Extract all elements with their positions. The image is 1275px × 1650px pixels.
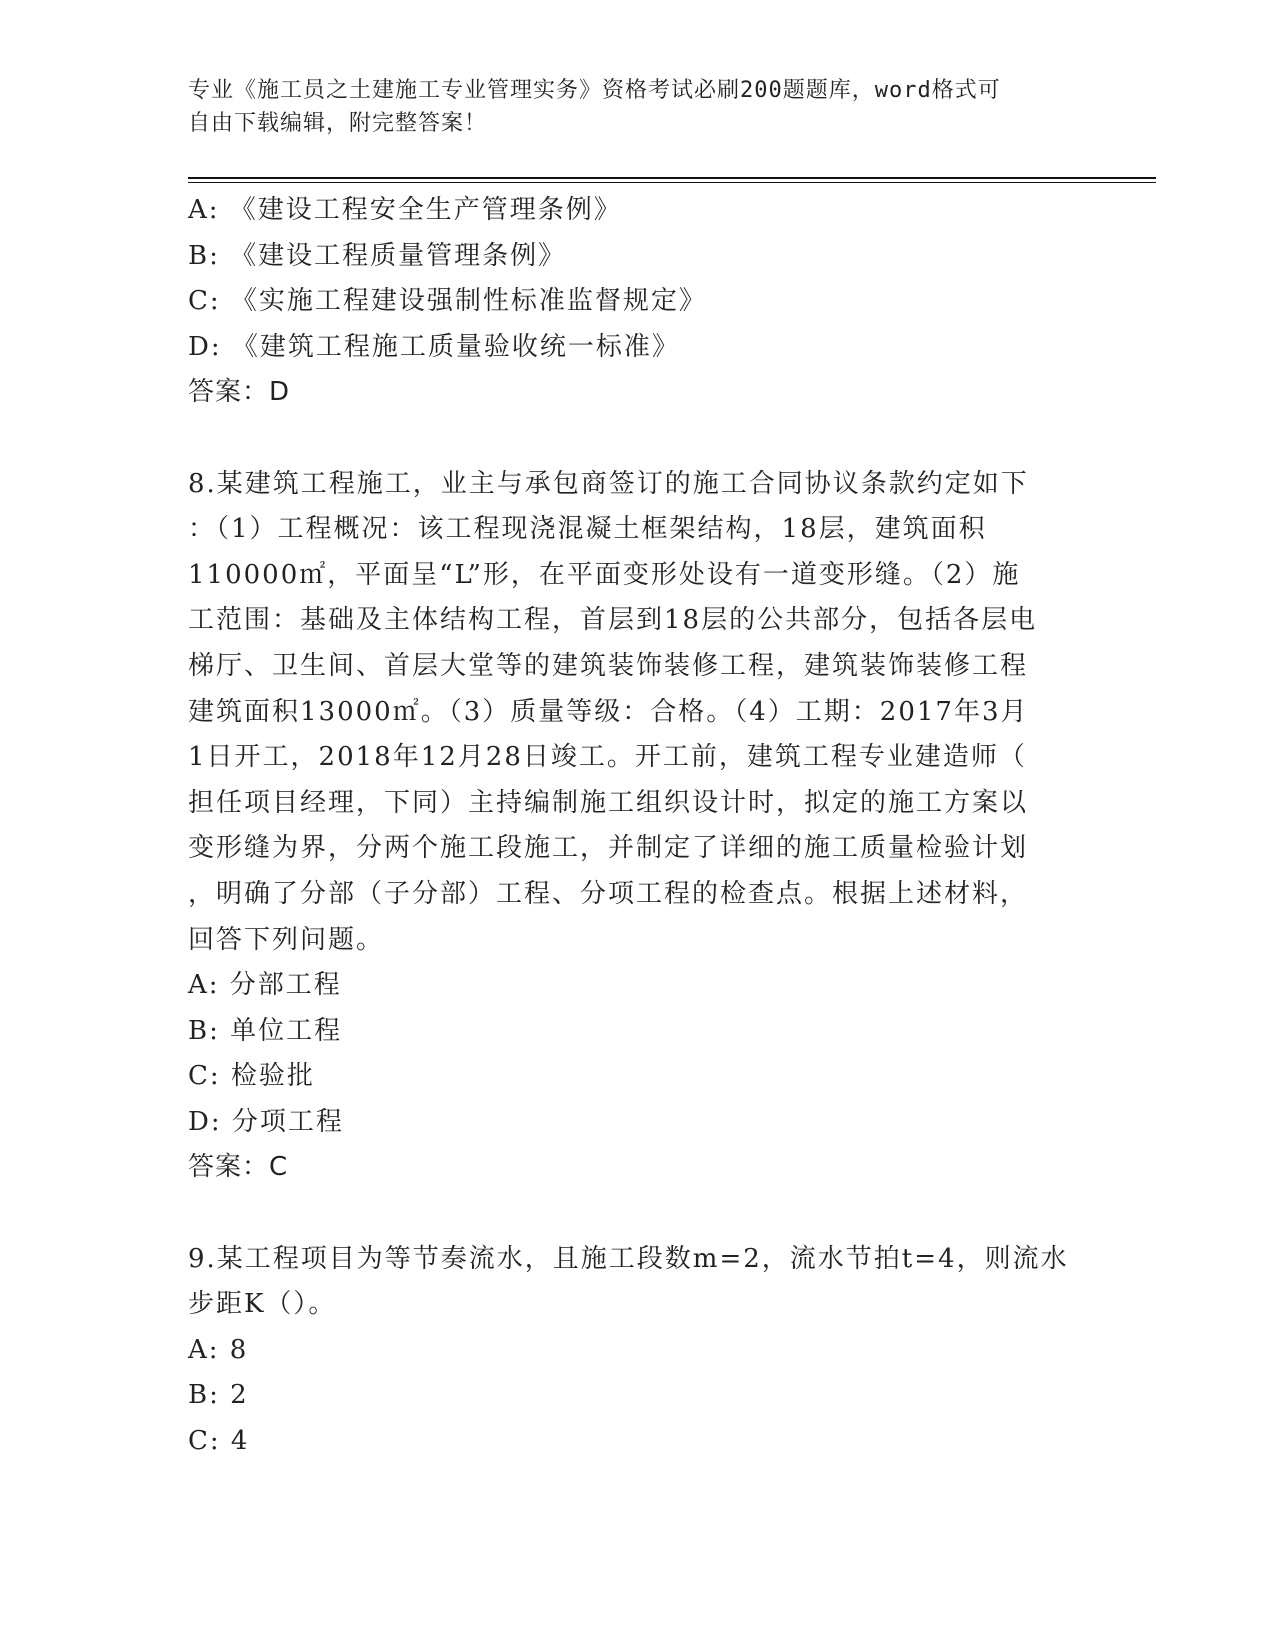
document-body xyxy=(188,188,1078,1465)
question-stem-line: 9.某工程项目为等节奏流水，且施工段数m=2，流水节拍t=4，则流水 xyxy=(188,1243,1069,1274)
answer-line: 答案：D xyxy=(188,377,291,408)
option-d: D: 分项工程 xyxy=(188,1106,344,1137)
option-b: B: 单位工程 xyxy=(188,1015,343,1046)
question-8-block xyxy=(188,462,1078,1192)
question-stem-line: 担任项目经理，下同）主持编制施工组织设计时，拟定的施工方案以 xyxy=(188,787,1029,818)
option-a: A: 8 xyxy=(188,1334,249,1365)
question-stem-line: 110000㎡，平面呈“L”形，在平面变形处设有一道变形缝。（2）施 xyxy=(188,559,1021,590)
option-c: C: 4 xyxy=(188,1426,250,1457)
spacer xyxy=(188,1191,1078,1237)
header-line-1: 专业《施工员之土建施工专业管理实务》资格考试必刷200题题库，word格式可 xyxy=(188,78,1001,103)
question-stem-line: 1日开工，2018年12月28日竣工。开工前，建筑工程专业建造师（ xyxy=(188,742,1027,773)
option-a: A: 《建设工程安全生产管理条例》 xyxy=(188,195,622,225)
header-divider-thick xyxy=(188,177,1156,179)
document-header xyxy=(188,74,1068,140)
question-stem-line: ，明确了分部（子分部）工程、分项工程的检查点。根据上述材料， xyxy=(188,878,1029,909)
question-stem-line: 8.某建筑工程施工，业主与承包商签订的施工合同协议条款约定如下 xyxy=(188,468,1029,499)
option-b: B: 《建设工程质量管理条例》 xyxy=(188,240,567,271)
question-stem-line: 建筑面积13000㎡。（3）质量等级：合格。（4）工期：2017年3月 xyxy=(188,696,1029,727)
question-stem-line: 回答下列问题。 xyxy=(188,924,385,955)
header-divider-thin xyxy=(188,182,1156,183)
option-d: D: 《建筑工程施工质量验收统一标准》 xyxy=(188,331,680,362)
question-stem-line: 梯厅、卫生间、首层大堂等的建筑装饰装修工程，建筑装饰装修工程 xyxy=(188,650,1029,681)
option-c: C: 《实施工程建设强制性标准监督规定》 xyxy=(188,286,707,317)
answer-line: 答案：C xyxy=(188,1152,289,1183)
spacer xyxy=(188,416,1078,462)
question-7-block xyxy=(188,188,1078,416)
option-a: A: 分部工程 xyxy=(188,970,342,1001)
question-stem-line: ：（1）工程概况：该工程现浇混凝土框架结构，18层，建筑面积 xyxy=(188,514,987,545)
question-stem-line: 变形缝为界，分两个施工段施工，并制定了详细的施工质量检验计划 xyxy=(188,833,1029,864)
header-line-2: 自由下载编辑，附完整答案！ xyxy=(188,111,488,136)
option-c: C: 检验批 xyxy=(188,1061,315,1092)
question-stem-line: 工范围：基础及主体结构工程，首层到18层的公共部分，包括各层电 xyxy=(188,605,1038,636)
option-b: B: 2 xyxy=(188,1380,249,1411)
question-9-block xyxy=(188,1237,1078,1465)
question-stem-line: 步距K（）。 xyxy=(188,1289,337,1320)
